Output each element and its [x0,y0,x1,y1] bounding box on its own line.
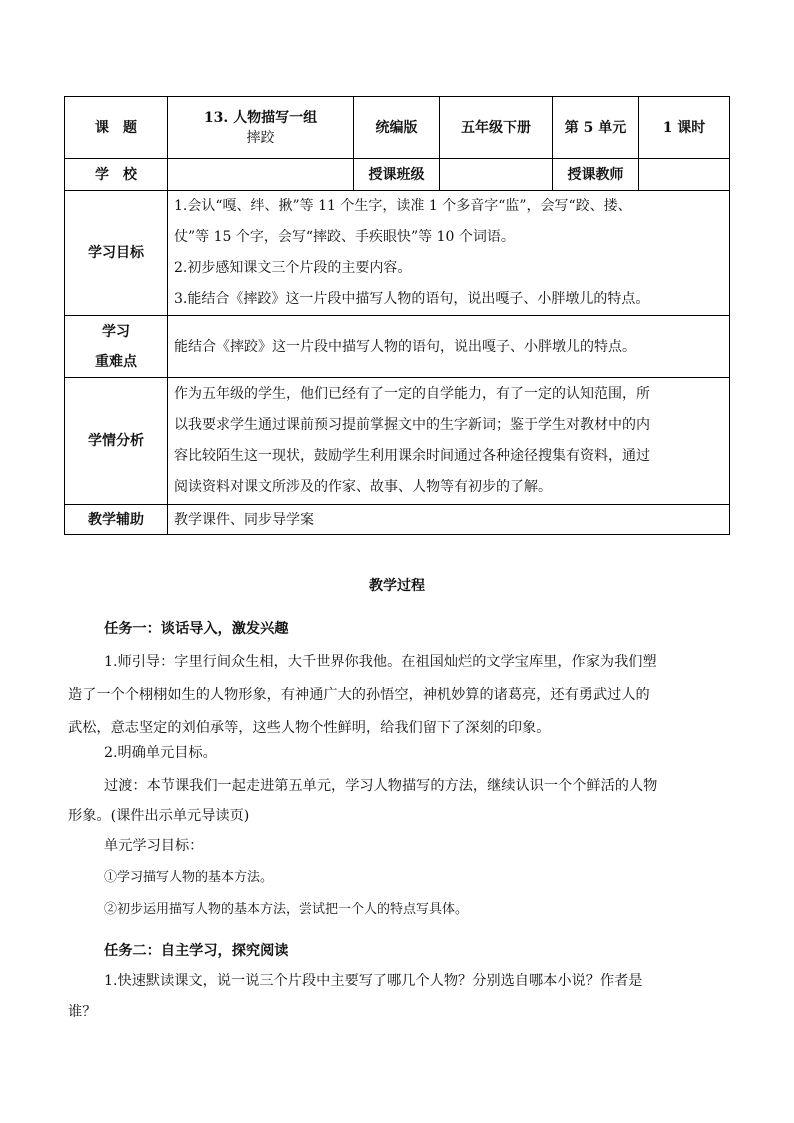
analysis-line: 以我要求学生通过课前预习提前掌握文中的生字新词；鉴于学生对教材中的内 [174,417,650,433]
school-label: 学 校 [65,159,168,191]
difficulty-label-line2: 重难点 [95,353,137,370]
hours-cell: 1 课时 [639,97,730,159]
unit-goal-line [68,893,728,926]
paragraph-text: 过渡：本节课我们一起走进第五单元，学习人物描写的方法，继续认识一个个鲜活的人物 [104,778,658,794]
lesson-title-cell [168,97,354,159]
unit-goal-text: ①学习描写人物的基本方法。 [104,870,274,885]
paragraph-line [68,646,728,679]
aids-content: 教学课件、同步导学案 [168,505,730,535]
paragraph-text: 1.快速默读课文，说一说三个片段中主要写了哪几个人物？分别选自哪本小说？作者是 [104,973,643,989]
analysis-label: 学情分析 [65,378,168,505]
task-one-heading [68,613,728,646]
lesson-subtitle: 摔跤 [246,129,275,146]
analysis-content [168,378,730,505]
paragraph-line: 形象。(课件出示单元导读页) [68,808,250,824]
goal-line: 2.初步感知课文三个片段的主要内容。 [174,260,412,276]
table-row [65,159,730,191]
task-one-text: 任务一：谈话导入，激发兴趣 [104,621,289,637]
difficulty-label [65,316,168,378]
process-title: 教学过程 [369,578,425,594]
topic-label: 课 题 [65,97,168,159]
paragraph-text: 1.师引导：字里行间众生相，大千世界你我他。在祖国灿烂的文学宝库里，作家为我们塑 [104,654,657,670]
lesson-number-title: 13. 人物描写一组 [203,109,318,126]
task-two-heading [68,935,728,968]
aids-label: 教学辅助 [65,505,168,535]
table-row [65,191,730,316]
goals-label: 学习目标 [65,191,168,316]
paragraph-line: 造了一个个栩栩如生的人物形象，有神通广大的孙悟空，神机妙算的诸葛亮，还有勇武过人的 [68,687,650,703]
paragraph-line [68,965,728,998]
difficulty-label-line1: 学习 [102,323,130,340]
paragraph-text: 单元学习目标： [104,838,204,854]
lesson-plan-table [64,96,730,535]
unit-goal-text: ②初步运用描写人物的基本方法，尝试把一个人的特点写具体。 [104,902,469,917]
analysis-line: 作为五年级的学生，他们已经有了一定的自学能力，有了一定的认知范围，所 [174,386,650,402]
goal-line: 1.会认“嘎、绊、揪”等 11 个生字，读准 1 个多音字“监”，会写“跤、搂、 [174,198,632,214]
difficulty-content: 能结合《摔跤》这一片段中描写人物的语句，说出嘎子、小胖墩儿的特点。 [168,316,730,378]
task-two-text: 任务二：自主学习，探究阅读 [104,943,289,959]
table-row [65,378,730,505]
goal-line: 3.能结合《摔跤》这一片段中描写人物的语句，说出嘎子、小胖墩儿的特点。 [174,291,650,307]
table-row [65,316,730,378]
table-row [65,97,730,159]
teacher-label: 授课教师 [553,159,639,191]
paragraph-line [68,737,728,770]
edition-cell: 统编版 [354,97,440,159]
class-value [440,159,553,191]
school-value [168,159,354,191]
analysis-line: 阅读资料对课文所涉及的作家、故事、人物等有初步的了解。 [174,479,552,495]
paragraph-line: 谁？ [68,1004,97,1020]
unit-goal-line [68,861,728,894]
paragraph-line [68,770,728,803]
table-row [65,505,730,535]
paragraph-line: 武松，意志坚定的刘伯承等，这些人物个性鲜明，给我们留下了深刻的印象。 [68,720,551,736]
teacher-value [639,159,730,191]
goals-content [168,191,730,316]
paragraph-line [68,830,728,863]
paragraph-text: 2.明确单元目标。 [104,745,217,761]
grade-cell: 五年级下册 [440,97,553,159]
goal-line: 仗”等 15 个字，会写“摔跤、手疾眼快”等 10 个词语。 [174,229,515,245]
class-label: 授课班级 [354,159,440,191]
analysis-line: 容比较陌生这一现状，鼓励学生利用课余时间通过各种途径搜集有资料，通过 [174,448,650,464]
unit-cell: 第 5 单元 [553,97,639,159]
